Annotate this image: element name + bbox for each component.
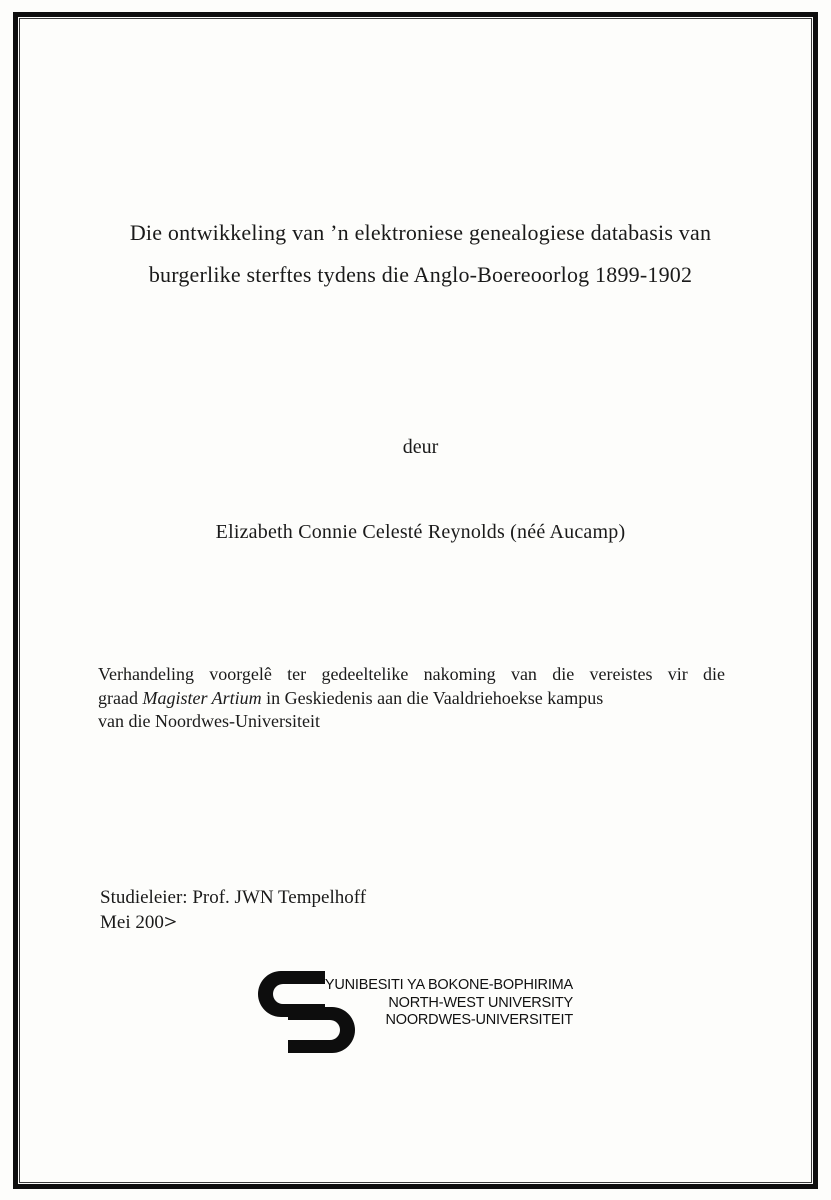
thesis-title-line2: burgerlike sterftes tydens die Anglo-Boereoorlog 1899-1902 <box>148 262 693 287</box>
nwu-logo-text-setswana: YUNIBESITI YA BOKONE-BOPHIRIMA <box>324 977 573 993</box>
supervisor-block <box>100 885 366 935</box>
author-name: Elizabeth Connie Celesté Reynolds (néé Aucamp) <box>215 521 626 543</box>
date-line <box>100 910 366 935</box>
degree-statement-line3: van die Noordwes-Universiteit <box>98 711 320 731</box>
degree-statement-line2-suffix: in Geskiedenis aan die Vaaldriehoekse kampus <box>261 687 604 708</box>
nwu-logo-text-english: NORTH-WEST UNIVERSITY <box>388 994 573 1011</box>
thesis-title-line1: Die ontwikkeling van ’n elektroniese genealogiese databasis van <box>129 220 712 245</box>
byline-deur: deur <box>402 436 439 458</box>
nwu-logo-text <box>320 977 573 1030</box>
degree-statement-line2-prefix: graad <box>98 687 143 708</box>
degree-statement-line1: Verhandeling voorgelê ter gedeeltelike nakoming van die vereistes vir die <box>98 664 725 684</box>
year-last-digit-glyph: > <box>163 912 177 933</box>
degree-statement <box>98 663 725 734</box>
date-prefix: Mei 200 <box>100 912 164 933</box>
degree-name-italic: Magister Artium <box>142 687 262 708</box>
nwu-logo-text-afrikaans: NOORDWES-UNIVERSITEIT <box>385 1012 573 1028</box>
degree-statement-line2 <box>98 687 725 711</box>
thesis-title <box>10 212 831 296</box>
supervisor-line: Studieleier: Prof. JWN Tempelhoff <box>100 887 367 908</box>
